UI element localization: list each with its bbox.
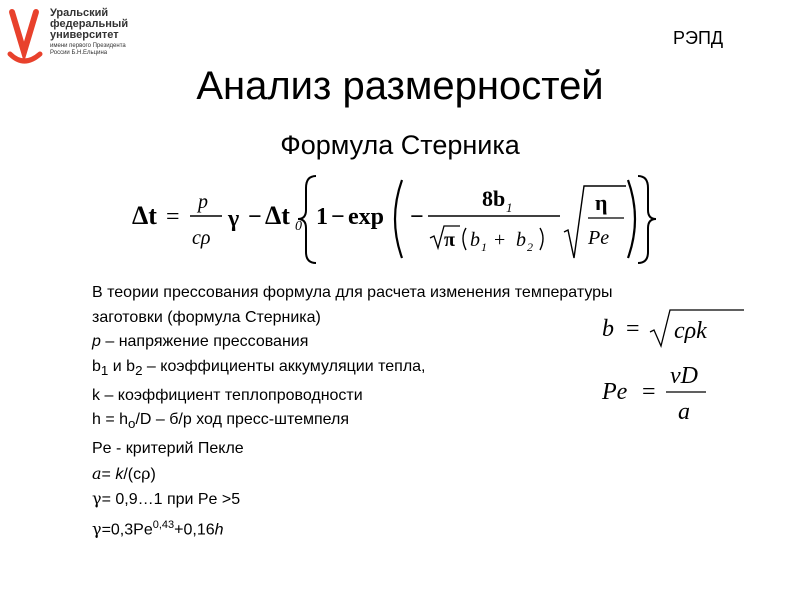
- logo-sub-2: России Б.Н.Ельцина: [50, 50, 108, 56]
- b2-subscript: 2: [527, 240, 533, 254]
- gamma-2: γ: [92, 519, 102, 539]
- right-paren: [628, 180, 635, 258]
- sternik-formula: [130, 172, 660, 267]
- minus-sign-3: −: [410, 204, 424, 230]
- logo-sub-1: имени первого Президента: [50, 43, 126, 49]
- pe-equals: =: [642, 379, 656, 405]
- page-subtitle: Формула Стерника: [280, 130, 520, 160]
- desc-line-6: [92, 408, 613, 437]
- minus-sign: −: [248, 204, 262, 230]
- delta-t0-subscript: 0: [295, 219, 302, 234]
- desc-line-6-text: /D – б/р ход пресс-штемпеля: [135, 411, 350, 429]
- ural-university-logo-icon: [6, 6, 46, 64]
- var-p: p: [92, 333, 101, 351]
- rho: ρ: [141, 463, 151, 483]
- gamma-eq: =0,3Pe: [101, 521, 153, 539]
- desc-line-3: [92, 330, 613, 355]
- logo-line-2: федеральный: [50, 18, 129, 30]
- desc-line-5: k – коэффициент теплопроводности: [92, 386, 363, 404]
- logo-line-3: университет: [50, 29, 119, 41]
- fraction-p: p: [198, 191, 208, 213]
- pi-symbol: π: [444, 229, 455, 251]
- number-one: 1: [316, 204, 328, 230]
- pe-symbol: Pe: [588, 227, 610, 249]
- close-paren: ): [150, 465, 156, 483]
- pe-label: Pe: [602, 379, 628, 405]
- delta-t-lhs: Δt: [132, 201, 157, 230]
- formula-description: [92, 281, 613, 543]
- desc-line-8: [92, 462, 613, 488]
- sub-2: 2: [135, 362, 143, 378]
- sub-o: o: [128, 416, 136, 432]
- equals-sign: =: [166, 204, 180, 230]
- formula-b: [598, 306, 748, 350]
- a-denominator: a: [678, 399, 690, 425]
- desc-line-1: В теории прессования формула для расчета изменения температуры: [92, 284, 613, 301]
- gamma: γ: [92, 489, 102, 509]
- var-h: h: [214, 521, 224, 539]
- course-code-label: РЭПД: [673, 28, 724, 48]
- h-eq-h: h = h: [92, 411, 129, 429]
- var-b1: b: [92, 357, 101, 375]
- b2-symbol: b: [516, 229, 526, 251]
- desc-line-7: Pe - критерий Пекле: [92, 439, 244, 457]
- university-logo: [6, 6, 156, 68]
- var-a: a: [92, 463, 102, 483]
- eta-symbol: η: [595, 190, 608, 215]
- logo-text: [50, 8, 128, 57]
- gamma-symbol: γ: [228, 206, 240, 232]
- desc-line-10: [92, 513, 613, 543]
- inner-left-paren: [463, 228, 466, 250]
- minus-sign-2: −: [331, 204, 345, 230]
- desc-line-2: заготовки (формула Стерника): [92, 308, 321, 326]
- eq: =: [101, 465, 116, 483]
- c-rho-k: cρk: [674, 318, 707, 344]
- b1-symbol: b: [470, 229, 480, 251]
- plus-016: +0,16: [174, 521, 215, 539]
- exponent: 0,43: [152, 518, 175, 531]
- formula-pe: [600, 357, 710, 427]
- logo-line-1: Уральский: [50, 7, 109, 19]
- left-paren: [395, 180, 402, 258]
- b1-subscript: 1: [481, 240, 487, 254]
- right-curly-brace: [638, 176, 656, 263]
- fraction-c-rho: cρ: [192, 227, 211, 249]
- exp-function: exp: [348, 204, 384, 230]
- desc-line-4: [92, 355, 613, 384]
- desc-line-4-text: – коэффициенты аккумуляции тепла,: [142, 357, 426, 375]
- desc-line-9: [92, 487, 613, 513]
- vd-numerator: vD: [670, 363, 698, 389]
- left-curly-brace: [298, 176, 316, 263]
- numerator-subscript: 1: [506, 200, 513, 215]
- and-b: и b: [108, 357, 136, 375]
- slash-c: /(c: [123, 465, 142, 483]
- desc-line-9-text: = 0,9…1 при Pe >5: [101, 491, 241, 509]
- var-k: k: [115, 465, 124, 483]
- desc-line-3-text: – напряжение прессования: [100, 333, 309, 351]
- delta-t0: Δt: [265, 201, 290, 230]
- plus-sign: +: [494, 229, 506, 251]
- b-equals: =: [626, 316, 640, 342]
- b-symbol: b: [602, 316, 614, 342]
- inner-right-paren: [540, 228, 543, 250]
- sub-1: 1: [100, 362, 109, 378]
- numerator-8b: 8b: [482, 186, 506, 211]
- page-title: Анализ размерностей: [196, 64, 604, 108]
